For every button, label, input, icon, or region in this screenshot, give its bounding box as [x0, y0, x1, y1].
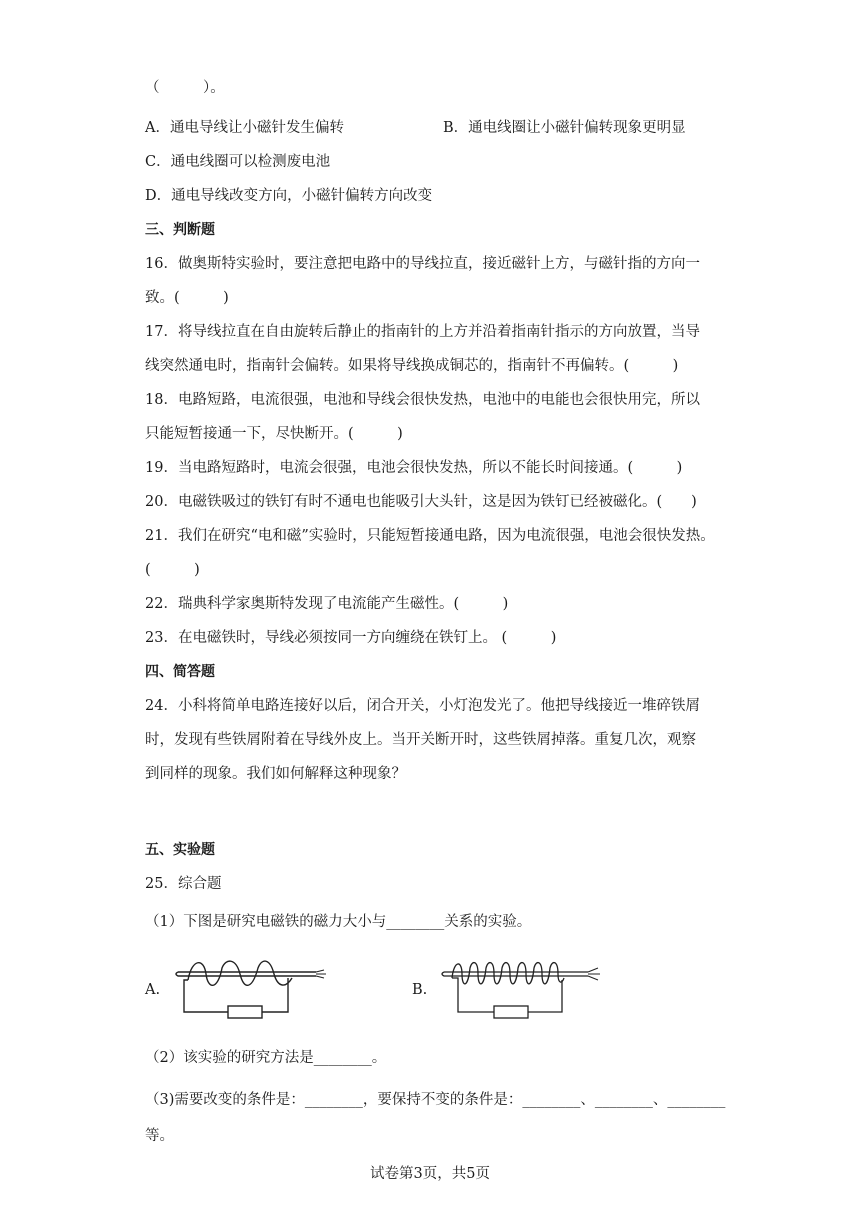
section5-title: 五、实验题 [145, 842, 215, 858]
q17-line1: 17．将导线拉直在自由旋转后静止的指南针的上方并沿着指南针指示的方向放置，当导 [145, 324, 700, 340]
q18-line2: 只能短暂接通一下，尽快断开。( ) [145, 426, 403, 442]
q22: 22．瑞典科学家奥斯特发现了电流能产生磁性。( ) [145, 596, 509, 612]
q21-line1: 21．我们在研究“电和磁”实验时，只能短暂接通电路，因为电流很强，电池会很快发热。 [145, 528, 715, 544]
q15-option-a: A．通电导线让小磁针发生偏转 [145, 120, 344, 136]
q15-option-c: C．通电线圈可以检测废电池 [145, 154, 331, 170]
section3-title: 三、判断题 [145, 222, 215, 238]
q25-sub1: （1）下图是研究电磁铁的磁力大小与________关系的实验。 [145, 914, 532, 930]
q20: 20．电磁铁吸过的铁钉有时不通电也能吸引大头针，这是因为铁钉已经被磁化。( ) [145, 494, 697, 510]
q25-sub2: （2）该实验的研究方法是________。 [145, 1050, 387, 1066]
page-footer: 试卷第3页，共5页 [370, 1166, 490, 1182]
electromagnet-a-diagram [170, 954, 330, 1026]
q25-sub3-line2: 等。 [145, 1128, 174, 1144]
diagram-b-label: B. [412, 982, 428, 998]
q15-stem-tail: （ ）。 [145, 80, 225, 96]
q16-line1: 16．做奥斯特实验时，要注意把电路中的导线拉直，接近磁针上方，与磁针指的方向一 [145, 256, 700, 272]
q16-line2: 致。( ) [145, 290, 229, 306]
section4-title: 四、简答题 [145, 664, 215, 680]
q21-line2: ( ) [145, 562, 200, 578]
q15-option-b: B．通电线圈让小磁针偏转现象更明显 [443, 120, 686, 136]
q24-line1: 24．小科将简单电路连接好以后，闭合开关，小灯泡发光了。他把导线接近一堆碎铁屑 [145, 698, 700, 714]
q25-title: 25．综合题 [145, 876, 222, 892]
q18-line1: 18．电路短路，电流很强，电池和导线会很快发热，电池中的电能也会很快用完，所以 [145, 392, 700, 408]
q23: 23．在电磁铁时，导线必须按同一方向缠绕在铁钉上。 ( ) [145, 630, 557, 646]
q24-line2: 时，发现有些铁屑附着在导线外皮上。当开关断开时，这些铁屑掉落。重复几次，观察 [145, 732, 696, 748]
q15-option-d: D．通电导线改变方向，小磁针偏转方向改变 [145, 188, 433, 204]
q24-line3: 到同样的现象。我们如何解释这种现象？ [145, 766, 406, 782]
q17-line2: 线突然通电时，指南针会偏转。如果将导线换成铜芯的，指南针不再偏转。( ) [145, 358, 679, 374]
q25-sub3-line1: （3)需要改变的条件是：________，要保持不变的条件是：________、________、________ [145, 1092, 726, 1108]
q19: 19．当电路短路时，电流会很强，电池会很快发热，所以不能长时间接通。( ) [145, 460, 683, 476]
electromagnet-b-diagram [438, 954, 603, 1026]
diagram-a-label: A. [145, 982, 161, 998]
